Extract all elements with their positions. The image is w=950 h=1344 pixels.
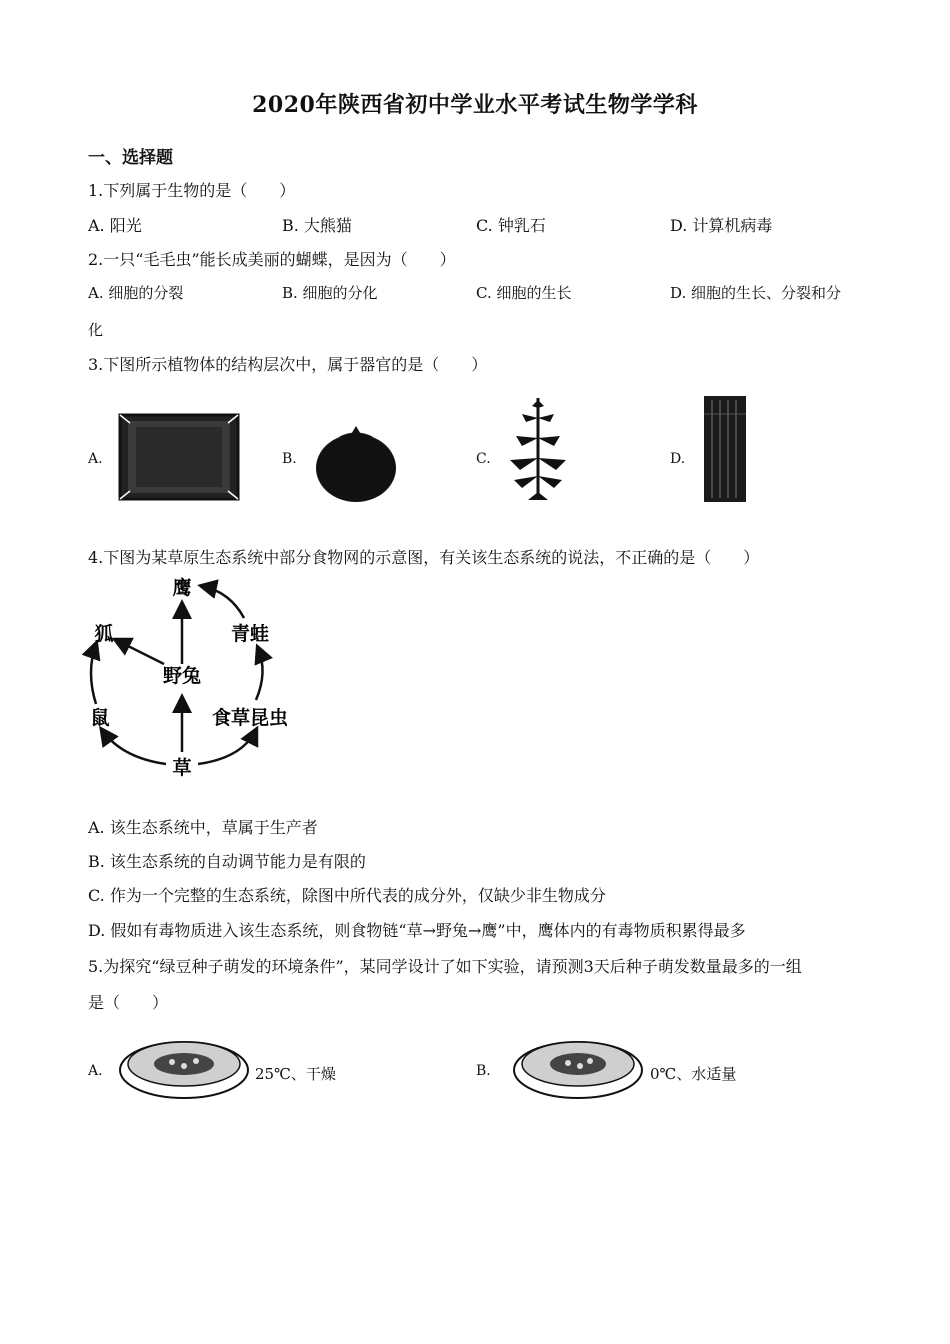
page-title: 2020年陕西省初中学业水平考试生物学学科 — [252, 92, 698, 118]
arrow-frog-eagle — [202, 586, 244, 618]
tomato-image — [310, 420, 404, 506]
q4-option-d: D. 假如有毒物质进入该生态系统，则食物链“草→野兔→鹰”中，鹰体内的有毒物质积累得最多 — [88, 921, 746, 940]
q3-label-c: C. — [476, 451, 491, 467]
q2-option-c: C. 细胞的生长 — [476, 284, 572, 302]
arrow-grass-mouse — [102, 730, 166, 764]
q1-option-b: B. 大熊猫 — [282, 216, 352, 235]
food-web-diagram — [82, 572, 312, 784]
q2-option-d-wrap: 化 — [88, 321, 104, 339]
foodweb-rabbit: 野兔 — [162, 665, 202, 687]
q3-label-d: D. — [670, 451, 686, 467]
foodweb-eagle: 鹰 — [172, 577, 192, 599]
question-5-stem: 5.为探究“绿豆种子萌发的环境条件”，某同学设计了如下实验，请预测3天后种子萌发数量最多的一组 — [88, 957, 802, 976]
q3-label-b: B. — [282, 451, 297, 467]
plant-image — [498, 388, 578, 506]
q4-option-b: B. 该生态系统的自动调节能力是有限的 — [88, 852, 366, 871]
q2-option-a: A. 细胞的分裂 — [88, 284, 184, 302]
foodweb-grass: 草 — [172, 757, 192, 779]
question-2-stem: 2.一只“毛毛虫”能长成美丽的蝴蝶，是因为（ ） — [88, 250, 456, 269]
q1-option-d: D. 计算机病毒 — [670, 216, 773, 235]
q5-label-a: A. — [88, 1063, 103, 1079]
q5-condition-a: 25℃、干燥 — [255, 1065, 336, 1083]
foodweb-mouse: 鼠 — [90, 707, 110, 729]
q4-option-a: A. 该生态系统中，草属于生产者 — [88, 818, 318, 837]
tissue-block-image — [116, 411, 244, 503]
q2-option-b: B. 细胞的分化 — [282, 284, 378, 302]
q5-label-b: B. — [476, 1063, 491, 1079]
foodweb-frog: 青蛙 — [230, 623, 270, 645]
q1-option-c: C. 钟乳石 — [476, 216, 546, 235]
arrow-insect-frog — [256, 648, 263, 700]
q2-option-d: D. 细胞的生长、分裂和分 — [670, 284, 842, 302]
foodweb-insect: 食草昆虫 — [211, 707, 289, 729]
q5-condition-b: 0℃、水适量 — [650, 1065, 737, 1083]
question-5-stem-wrap: 是（ ） — [88, 993, 169, 1012]
q1-option-a: A. 阳光 — [88, 216, 142, 235]
petri-dish-a-image — [116, 1030, 252, 1102]
stem-section-image — [696, 392, 754, 506]
section-heading: 一、选择题 — [88, 148, 173, 168]
arrow-mouse-fox — [91, 644, 96, 704]
question-3-stem: 3.下图所示植物体的结构层次中，属于器官的是（ ） — [88, 355, 488, 374]
question-4-stem: 4.下图为某草原生态系统中部分食物网的示意图，有关该生态系统的说法，不正确的是（ ） — [88, 548, 760, 567]
foodweb-fox: 狐 — [94, 623, 114, 645]
arrow-rabbit-fox — [116, 640, 164, 664]
question-1-stem: 1.下列属于生物的是（ ） — [88, 181, 296, 200]
arrow-grass-insect — [198, 730, 256, 764]
petri-dish-b-image — [510, 1030, 646, 1102]
q4-option-c: C. 作为一个完整的生态系统，除图中所代表的成分外，仅缺少非生物成分 — [88, 886, 606, 905]
q3-label-a: A. — [88, 451, 103, 467]
